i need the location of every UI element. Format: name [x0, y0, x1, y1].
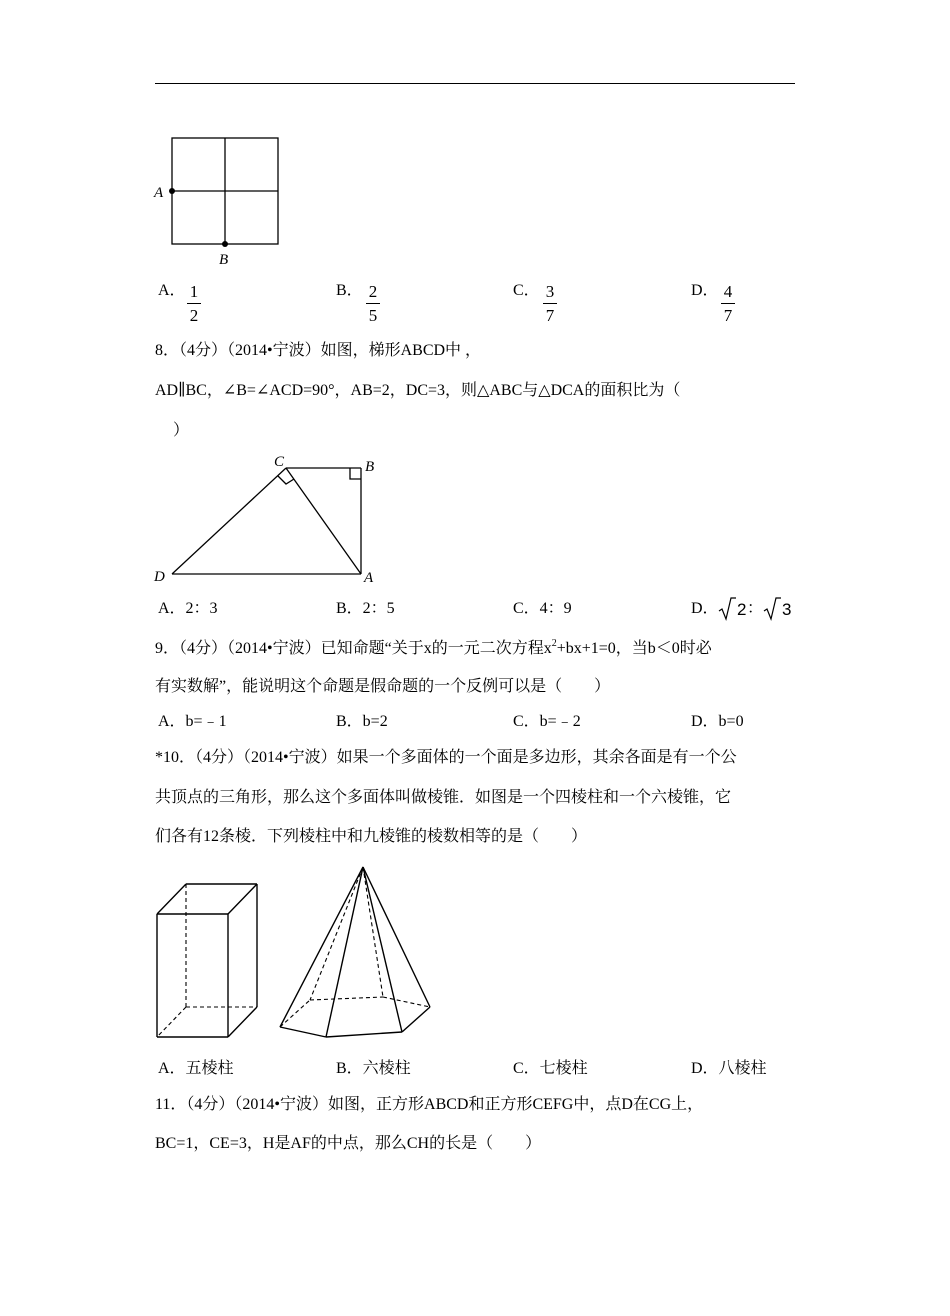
q9-option-c: C．b=﹣2 — [513, 713, 581, 730]
q7-option-a-fraction — [187, 283, 201, 325]
q9-option-a: A．b=﹣1 — [158, 713, 227, 730]
q8-trapezoid-figure — [150, 452, 385, 587]
label-b: B — [219, 252, 229, 268]
quadrangular-prism — [157, 884, 257, 1037]
right-angle-mark-b — [350, 468, 361, 479]
q8-option-d-letter: D． — [691, 600, 719, 617]
header-rule — [155, 83, 795, 84]
denominator: 7 — [545, 306, 555, 325]
sqrt-symbol-icon — [763, 596, 781, 622]
label-a: A — [154, 185, 164, 201]
point-b — [222, 241, 228, 247]
point-a — [169, 188, 175, 194]
q10-text-line-2: 共顶点的三角形，那么这个多面体叫做棱锥．如图是一个四棱柱和一个六棱锥，它 — [155, 789, 732, 806]
q8-option-b: B．2：5 — [336, 600, 395, 617]
q7-grid-figure — [150, 133, 290, 269]
q9-option-d: D．b=0 — [691, 713, 744, 730]
q8-text-line-2: AD∥BC，∠B=∠ACD=90°，AB=2，DC=3，则△ABC与△DCA的面积比为（ — [155, 382, 681, 399]
sqrt-symbol-icon — [718, 596, 736, 622]
q8-text-line-1: 8．（4分）（2014•宁波）如图，梯形ABCD中 ， — [155, 342, 482, 359]
q8-option-d-radicand-2: 3 — [782, 600, 792, 619]
q8-option-c: C．4：9 — [513, 600, 572, 617]
q10-text-line-1: *10．（4分）（2014•宁波）如果一个多面体的一个面是多边形，其余各面是有一个公 — [155, 749, 737, 766]
q7-option-b-letter: B． — [336, 282, 363, 299]
denominator: 2 — [189, 306, 199, 325]
side-dc — [172, 468, 286, 574]
q8-option-d-radicand-1: 2 — [737, 600, 747, 619]
diagonal-ca — [286, 468, 361, 574]
q9-text-line-2: 有实数解”，能说明这个命题是假命题的一个反例可以是（ ） — [155, 678, 611, 695]
q7-option-b-fraction — [366, 283, 380, 325]
q10-option-a: A．五棱柱 — [158, 1060, 234, 1077]
numerator: 3 — [545, 282, 555, 301]
q10-solids-figure — [150, 862, 450, 1042]
numerator: 4 — [723, 282, 733, 301]
q10-text-line-3: 们各有12条棱．下列棱柱中和九棱锥的棱数相等的是（ ） — [155, 828, 588, 845]
q7-option-d-letter: D． — [691, 282, 719, 299]
q11-text-line-2: BC=1，CE=3，H是AF的中点，那么CH的长是（ ） — [155, 1135, 542, 1152]
right-angle-mark-c — [278, 476, 294, 484]
q9-option-b: B．b=2 — [336, 713, 388, 730]
label-c: C — [274, 454, 285, 470]
q7-option-c-fraction — [543, 283, 557, 325]
numerator: 2 — [368, 282, 378, 301]
q9-text-line-1: 9．（4分）（2014•宁波）已知命题“关于x的一元二次方程$x^2+bx+1=0$，当b＜0时必 — [155, 638, 712, 657]
label-b: B — [365, 459, 375, 475]
q10-option-b: B．六棱柱 — [336, 1060, 411, 1077]
numerator: 1 — [189, 282, 199, 301]
q7-option-d-fraction — [721, 283, 735, 325]
q8-text-line-3: ） — [173, 422, 190, 439]
q11-text-line-1: 11．（4分）（2014•宁波）如图，正方形ABCD和正方形CEFG中，点D在CG上， — [155, 1096, 704, 1113]
label-d: D — [154, 569, 165, 585]
q10-option-c: C．七棱柱 — [513, 1060, 588, 1077]
q8-option-a: A．2：3 — [158, 600, 218, 617]
label-a: A — [364, 570, 374, 586]
q10-option-d: D．八棱柱 — [691, 1060, 767, 1077]
q7-option-c-letter: C． — [513, 282, 540, 299]
denominator: 5 — [368, 306, 378, 325]
q8-option-d-separator: ： — [747, 600, 764, 617]
denominator: 7 — [723, 306, 733, 325]
hexagonal-pyramid — [280, 867, 430, 1037]
q7-option-a-letter: A． — [158, 282, 186, 299]
